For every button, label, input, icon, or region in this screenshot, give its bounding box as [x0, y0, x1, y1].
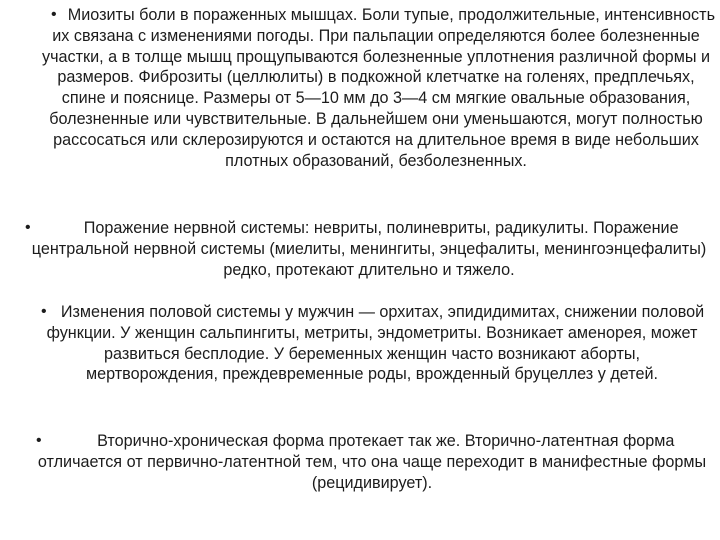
- bullet-dot-icon: •: [41, 303, 47, 320]
- bullet-text-nervous-system: Поражение нервной системы: невриты, полиневриты, радикулиты. Поражение центральной нервной системы (миелиты, менингиты, энцефалиты, менингоэнцефалиты) редко, протекают длительно и тяжело.: [31, 219, 707, 279]
- bullet-nervous-system: [22, 218, 716, 280]
- bullet-dot-icon: •: [36, 432, 42, 449]
- bullet-dot-icon: •: [51, 6, 57, 23]
- bullet-myositis: [36, 5, 716, 171]
- bullet-reproductive-system: [36, 302, 708, 385]
- bullet-dot-icon: •: [25, 219, 31, 236]
- bullet-text-myositis: Миозиты боли в пораженных мышцах. Боли тупые, продолжительные, интенсивность их связана с изменениями погоды. При пальпации определяются более болезненные участки, а в толще мышц прощупываются болезненные уплотнения различной формы и размеров. Фиброзиты (целлюлиты) в подкожной клетчатке на голенях, предплечьях, спине и пояснице. Размеры от 5—10 мм до 3—4 см мягкие овальные образования, болезненные или чувствительные. В дальнейшем они уменьшаются, могут полностью рассосаться или склерозируются и остаются на длительное время в виде небольших плотных образований, безболезненных.: [41, 6, 716, 170]
- bullet-text-reproductive-system: Изменения половой системы у мужчин — орхитах, эпидидимитах, снижении половой функции. У женщин сальпингиты, метриты, эндометриты. Возникает аменорея, может развиться бесплодие. У беременных женщин часто возникают аборты, мертворождения, преждевременные роды, врожденный бруцеллез у детей.: [46, 303, 705, 384]
- bullet-secondary-chronic: [36, 431, 708, 493]
- bullet-text-secondary-chronic: Вторично-хроническая форма протекает так же. Вторично-латентная форма отличается от первично-латентной тем, что она чаще переходит в манифестные формы (рецидивирует).: [37, 432, 707, 492]
